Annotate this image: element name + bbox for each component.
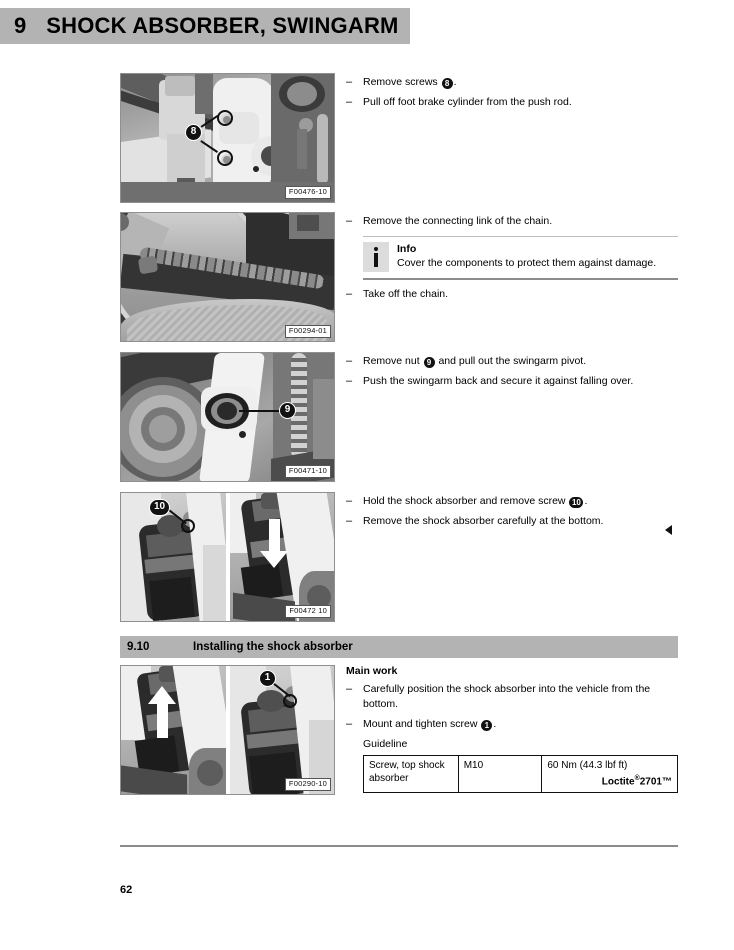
instruction-list-install: [346, 664, 678, 793]
instruction-step: [346, 514, 678, 529]
step-dash: –: [346, 375, 353, 387]
section-number: 9.10: [127, 641, 150, 653]
specification-table: [363, 755, 678, 793]
instruction-step: [346, 214, 678, 229]
chapter-number: 9: [14, 13, 27, 38]
figure-caption: F00476-10: [285, 186, 331, 199]
step-text: Remove the shock absorber carefully at the bottom.: [363, 515, 604, 527]
figure-callout-1: 1: [259, 670, 276, 687]
step-text: Remove nut 9 and pull out the swingarm pivot.: [363, 355, 587, 367]
step-dash: –: [346, 96, 353, 108]
step-text: Pull off foot brake cylinder from the push rod.: [363, 96, 572, 108]
section-title: Installing the shock absorber: [193, 641, 353, 653]
info-title: Info: [397, 243, 417, 255]
section-heading-bar: [120, 636, 678, 658]
instruction-step: [346, 354, 678, 369]
instruction-step: [346, 682, 678, 712]
figure-remove-shock-absorber: [120, 492, 335, 622]
instruction-list-1: [346, 75, 678, 115]
step-dash: –: [346, 355, 353, 367]
figure-callout-9: 9: [279, 402, 296, 419]
table-cell-component: Screw, top shock absorber: [364, 756, 459, 793]
step-dash: –: [346, 495, 353, 507]
instruction-step: [346, 95, 678, 110]
step-dash: –: [346, 718, 353, 730]
instruction-step: [346, 494, 678, 509]
figure-caption: F00472 10: [285, 605, 331, 618]
figure-callout-10: 10: [149, 499, 170, 516]
page-edge-marker-icon: [665, 525, 672, 535]
step-text: Carefully position the shock absorber into the vehicle from the bottom.: [363, 683, 651, 710]
step-text: Mount and tighten screw 1 .: [363, 718, 497, 730]
figure-swingarm-pivot: [120, 352, 335, 482]
figure-caption: F00294-01: [285, 325, 331, 338]
step-text: Push the swingarm back and secure it against falling over.: [363, 375, 634, 387]
instruction-list-2: [346, 214, 678, 307]
figure-caption: F00290-10: [285, 778, 331, 791]
torque-value: 60 Nm (44.3 lbf ft): [547, 760, 628, 771]
instruction-step: [346, 374, 678, 389]
step-text: Hold the shock absorber and remove screw 10 .: [363, 495, 588, 507]
step-badge-10: 10: [569, 497, 583, 508]
page-number: 62: [120, 884, 133, 896]
subheading-main-work: Main work: [346, 665, 398, 677]
instruction-list-3: [346, 354, 678, 394]
loctite-note: Loctite®2701™: [601, 775, 672, 788]
step-badge-9: 9: [424, 357, 435, 368]
step-badge-8: 8: [442, 78, 453, 89]
instruction-step: [346, 717, 678, 732]
info-body: [397, 242, 678, 270]
instruction-step: [346, 287, 678, 302]
step-text: Take off the chain.: [363, 288, 449, 300]
info-text: Cover the components to protect them against damage.: [397, 257, 657, 269]
instruction-step: [346, 75, 678, 90]
step-badge-1: 1: [481, 720, 492, 731]
guideline-label: Guideline: [363, 738, 408, 750]
step-dash: –: [346, 76, 353, 88]
step-text: Remove screws 8 .: [363, 76, 457, 88]
photo-remove-shock-absorber: [121, 493, 334, 621]
photo-foot-brake-cylinder: [121, 74, 334, 202]
step-dash: –: [346, 683, 353, 695]
step-text: Remove the connecting link of the chain.: [363, 215, 553, 227]
info-icon: [363, 242, 389, 272]
table-cell-torque: [542, 756, 678, 793]
table-cell-size: M10: [458, 756, 542, 793]
figure-callout-8: 8: [185, 124, 202, 141]
photo-install-shock-absorber: [121, 666, 334, 794]
figure-chain: [120, 212, 335, 342]
step-dash: –: [346, 215, 353, 227]
chapter-title: SHOCK ABSORBER, SWINGARM: [46, 13, 399, 38]
instruction-list-4: [346, 494, 678, 534]
step-dash: –: [346, 288, 353, 300]
figure-install-shock-absorber: [120, 665, 335, 795]
figure-foot-brake-cylinder: [120, 73, 335, 203]
step-dash: –: [346, 515, 353, 527]
chapter-header-bar: [0, 8, 410, 44]
photo-chain: [121, 213, 334, 341]
footer-rule: [120, 845, 678, 847]
table-row: [364, 756, 678, 793]
info-box: [363, 236, 678, 280]
photo-swingarm-pivot: [121, 353, 334, 481]
figure-caption: F00471-10: [285, 465, 331, 478]
